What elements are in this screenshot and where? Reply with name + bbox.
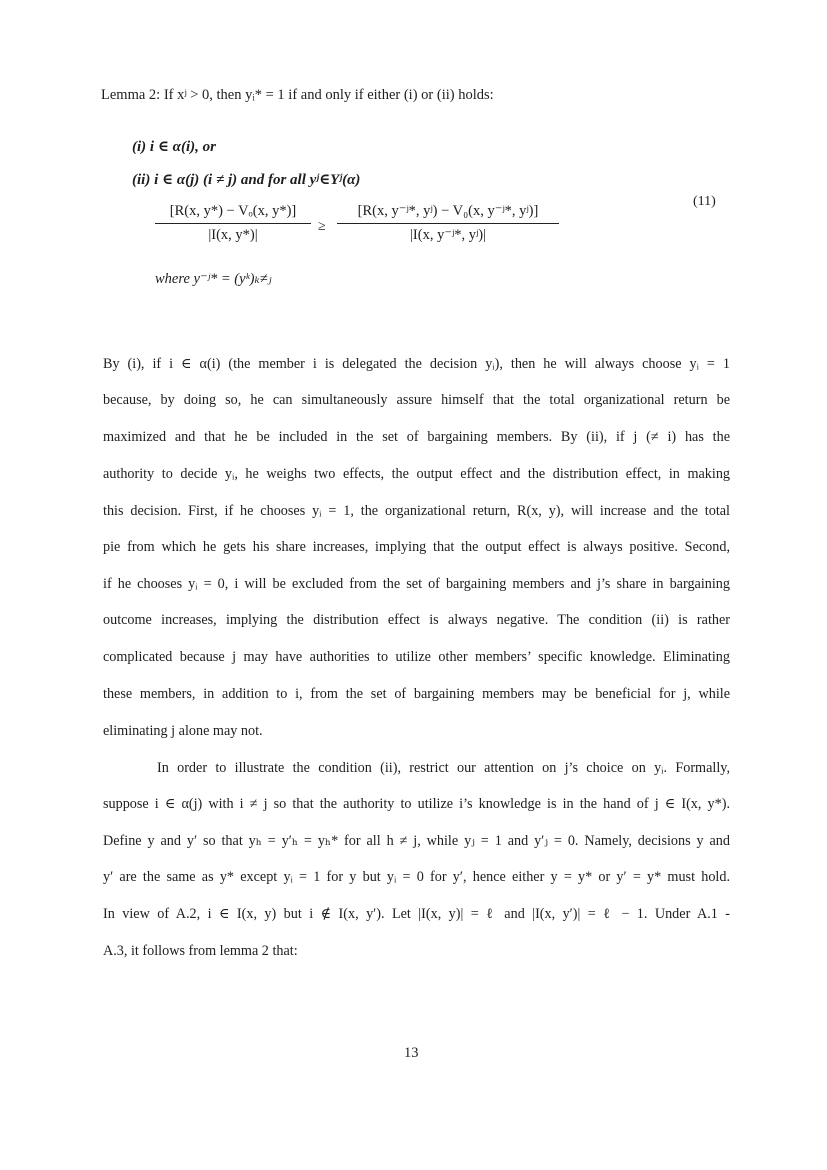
fraction-left-numerator: [R(x, y*) − Vₒ(x, y*)] bbox=[169, 203, 297, 219]
paragraph-line: suppose i ∈ α(j) with i ≠ j so that the authority to utilize i’s knowledge is in the hand of j ∈ I(x, y*). bbox=[103, 796, 730, 812]
page-number: 13 bbox=[404, 1045, 419, 1061]
fraction-right bbox=[335, 203, 561, 244]
paragraph-line: A.3, it follows from lemma 2 that: bbox=[103, 943, 298, 959]
paragraph-line: these members, in addition to i, from the set of bargaining members may be beneficial for j, while bbox=[103, 686, 730, 702]
inequality-sign: ≥ bbox=[318, 219, 326, 234]
fraction-left-denominator: |I(x, y*)| bbox=[208, 227, 258, 243]
paragraph-line: Define y and y′ so that yₕ = y′ₕ = yₕ* for all h ≠ j, while yⱼ = 1 and y′ⱼ = 0. Namely, decisions y and bbox=[103, 833, 730, 849]
fraction-left bbox=[153, 203, 313, 244]
lemma-condition-ii: (ii) i ∈ α(j) (i ≠ j) and for all yʲ∈Yʲ(α) bbox=[132, 172, 361, 188]
paragraph-line: this decision. First, if he chooses yᵢ = 1, the organizational return, R(x, y), will increase and the total bbox=[103, 503, 730, 519]
fraction-right-denominator: |I(x, y⁻ʲ*, yʲ)| bbox=[410, 227, 486, 243]
paragraph-line: outcome increases, implying the distribution effect is always negative. The condition (ii) is rather bbox=[103, 612, 730, 628]
paragraph-line: eliminating j alone may not. bbox=[103, 723, 263, 739]
where-clause: where y⁻ʲ* = (yᵏ)ₖ≠ⱼ bbox=[155, 271, 272, 287]
paragraph-line: if he chooses yᵢ = 0, i will be excluded from the set of bargaining members and j’s share in bargaining bbox=[103, 576, 730, 592]
paragraph-line: pie from which he gets his share increases, implying that the output effect is always positive. Second, bbox=[103, 539, 730, 555]
paragraph-line: complicated because j may have authorities to utilize other members’ specific knowledge. Eliminating bbox=[103, 649, 730, 665]
equation-number: (11) bbox=[693, 194, 716, 209]
paragraph-line: In order to illustrate the condition (ii), restrict our attention on j’s choice on yᵢ. Formally, bbox=[157, 760, 730, 776]
paragraph-line: authority to decide yᵢ, he weighs two effects, the output effect and the distribution effect, in making bbox=[103, 466, 730, 482]
paragraph-line: y′ are the same as y* except yᵢ = 1 for y but yᵢ = 0 for y′, hence either y = y* or y′ = y* must hold. bbox=[103, 869, 730, 885]
fraction-right-numerator: [R(x, y⁻ʲ*, yʲ) − V₀(x, y⁻ʲ*, yʲ)] bbox=[357, 203, 539, 219]
paragraph-line: maximized and that he be included in the set of bargaining members. By (ii), if j (≠ i) has the bbox=[103, 429, 730, 445]
lemma-condition-i: (i) i ∈ α(i), or bbox=[132, 139, 216, 155]
paragraph-line: By (i), if i ∈ α(i) (the member i is delegated the decision yᵢ), then he will always choose yᵢ = 1 bbox=[103, 356, 730, 372]
paragraph-line: because, by doing so, he can simultaneously assure himself that the total organizational return be bbox=[103, 392, 730, 408]
lemma-heading: Lemma 2: If xʲ > 0, then yᵢ* = 1 if and only if either (i) or (ii) holds: bbox=[101, 87, 494, 103]
paragraph-line: In view of A.2, i ∈ I(x, y) but i ∉ I(x, y′). Let |I(x, y)| = ℓ and |I(x, y′)| = ℓ − 1. Under A.1 - bbox=[103, 906, 730, 922]
